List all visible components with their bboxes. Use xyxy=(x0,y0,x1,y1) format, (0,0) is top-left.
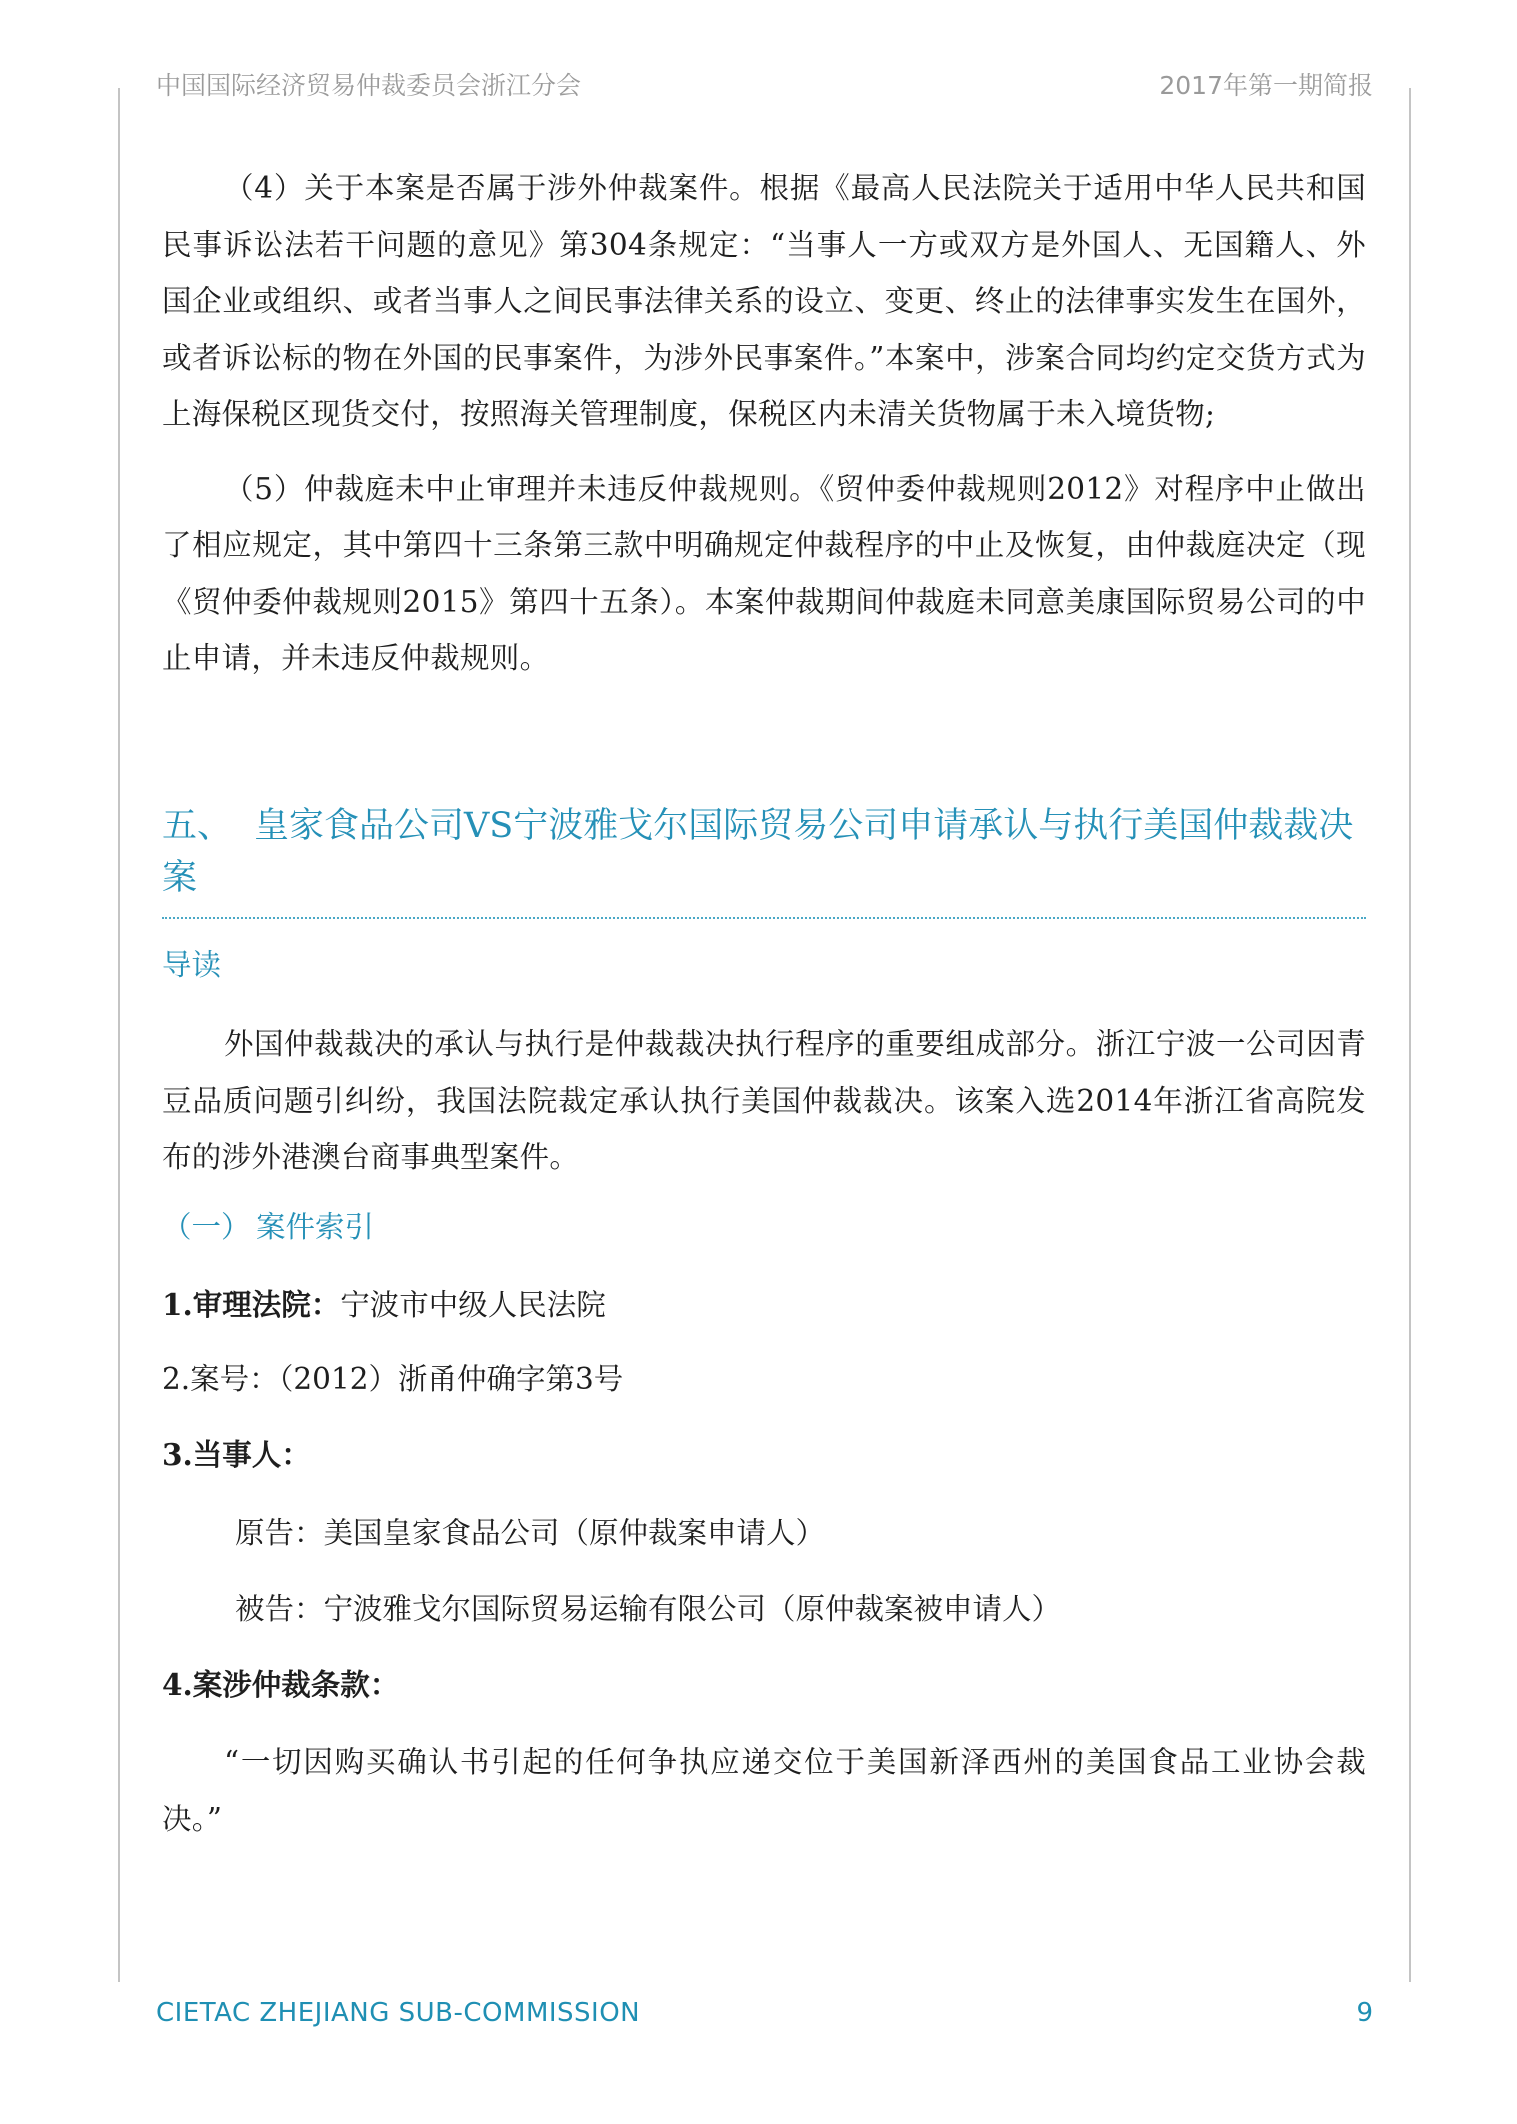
case-no-line xyxy=(162,1356,623,1398)
left-margin-rule xyxy=(118,88,120,1982)
sub-title: 案件索引 xyxy=(256,1210,375,1244)
clause-label: 4.案涉仲裁条款： xyxy=(162,1667,400,1702)
guide-paragraph: 外国仲裁裁决的承认与执行是仲裁裁决执行程序的重要组成部分。浙江宁波一公司因青豆品质问题引纠纷，我国法院裁定承认执行美国仲裁裁决。该案入选2014年浙江省高院发布的涉外港澳台商事典型案件。 xyxy=(162,1027,1366,1174)
guide-label: 导读 xyxy=(162,948,222,982)
parties-line xyxy=(162,1432,311,1474)
plaintiff-line xyxy=(235,1510,825,1552)
footer-commission: CIETAC ZHEJIANG SUB-COMMISSION xyxy=(156,1998,641,2028)
right-margin-rule xyxy=(1409,88,1411,1982)
defendant-value: 宁波雅戈尔国际贸易运输有限公司（原仲裁案被申请人） xyxy=(323,1592,1062,1626)
guide-paragraph-wrap xyxy=(162,1016,1366,1186)
header-issue: 2017年第一期简报 xyxy=(1159,71,1373,100)
plaintiff-value: 美国皇家食品公司（原仲裁案申请人） xyxy=(323,1516,826,1550)
page-number: 9 xyxy=(1356,1998,1373,2028)
court-value: 宁波市中级人民法院 xyxy=(340,1288,606,1322)
section-number: 五、 xyxy=(162,806,233,846)
parties-label: 3.当事人： xyxy=(162,1437,311,1472)
court-label: 1.审理法院： xyxy=(162,1287,341,1322)
section-title: 皇家食品公司VS宁波雅戈尔国际贸易公司申请承认与执行美国仲裁裁决案 xyxy=(162,806,1354,898)
case-index-heading xyxy=(162,1204,374,1246)
continued-paragraphs xyxy=(162,160,1366,687)
clause-text: “一切因购买确认书引起的任何争执应递交位于美国新泽西州的美国食品工业协会裁决。” xyxy=(162,1745,1366,1836)
clause-paragraph-wrap xyxy=(162,1734,1366,1847)
defendant-line xyxy=(235,1586,1061,1628)
paragraph-4: （4）关于本案是否属于涉外仲裁案件。根据《最高人民法院关于适用中华人民共和国民事诉讼法若干问题的意见》第304条规定：“当事人一方或双方是外国人、无国籍人、外国企业或组织、或者当事人之间民事法律关系的设立、变更、终止的法律事实发生在国外，或者诉讼标的物在外国的民事案件，为涉外民事案件。”本案中，涉案合同均约定交货方式为上海保税区现货交付，按照海关管理制度，保税区内未清关货物属于未入境货物; xyxy=(162,171,1366,431)
case-no-value: （2012）浙甬仲确字第3号 xyxy=(278,1362,624,1396)
clause-line xyxy=(162,1662,399,1704)
paragraph-5: （5）仲裁庭未中止审理并未违反仲裁规则。《贸仲委仲裁规则2012》对程序中止做出了相应规定，其中第四十三条第三款中明确规定仲裁程序的中止及恢复，由仲裁庭决定（现《贸仲委仲裁规则2015》第四十五条）。本案仲裁期间仲裁庭未同意美康国际贸易公司的中止申请，并未违反仲裁规则。 xyxy=(162,471,1366,675)
sub-number: （一） xyxy=(162,1210,251,1244)
court-line xyxy=(162,1282,606,1324)
header-organization: 中国国际经济贸易仲裁委员会浙江分会 xyxy=(156,71,582,100)
case-no-label: 2.案号： xyxy=(162,1362,279,1396)
section-heading xyxy=(162,800,1372,904)
plaintiff-label: 原告： xyxy=(235,1516,324,1550)
defendant-label: 被告： xyxy=(235,1592,324,1626)
section-divider xyxy=(162,917,1366,919)
